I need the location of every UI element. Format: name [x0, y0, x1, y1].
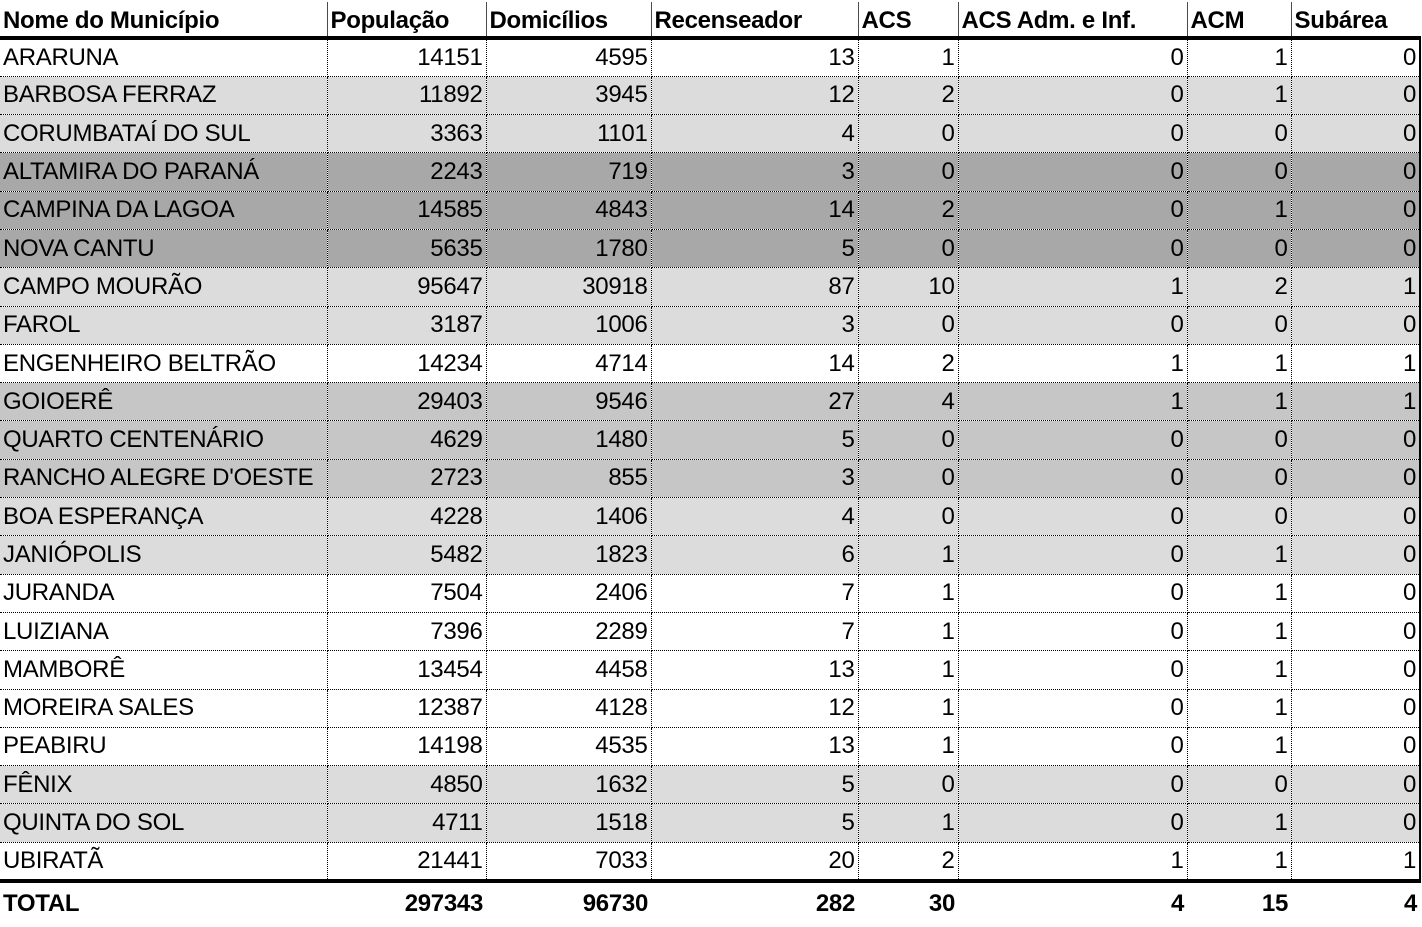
table-row: [0, 498, 1420, 536]
cell-municipio: ENGENHEIRO BELTRÃO: [0, 344, 327, 382]
cell-domicilios: 719: [486, 153, 651, 191]
cell-populacao: 5482: [327, 536, 486, 574]
cell-municipio: UBIRATÃ: [0, 842, 327, 880]
total-populacao: 297343: [327, 881, 486, 921]
cell-acs: 1: [858, 574, 958, 612]
cell-recenseador: 14: [651, 191, 858, 229]
cell-domicilios: 4714: [486, 344, 651, 382]
cell-acs: 0: [858, 498, 958, 536]
header-domicilios: Domicílios: [486, 2, 651, 38]
cell-recenseador: 7: [651, 574, 858, 612]
cell-recenseador: 12: [651, 76, 858, 114]
cell-recenseador: 12: [651, 689, 858, 727]
cell-populacao: 2243: [327, 153, 486, 191]
total-acs-adm-inf: 4: [958, 881, 1187, 921]
cell-acs-adm-inf: 1: [958, 268, 1187, 306]
cell-acs-adm-inf: 0: [958, 76, 1187, 114]
header-populacao: População: [327, 2, 486, 38]
cell-acm: 0: [1187, 153, 1291, 191]
cell-subarea: 0: [1291, 153, 1420, 191]
cell-subarea: 0: [1291, 727, 1420, 765]
cell-acs-adm-inf: 1: [958, 383, 1187, 421]
cell-recenseador: 7: [651, 612, 858, 650]
cell-subarea: 0: [1291, 574, 1420, 612]
cell-acm: 1: [1187, 383, 1291, 421]
table-row: [0, 574, 1420, 612]
cell-municipio: BARBOSA FERRAZ: [0, 76, 327, 114]
table-row: [0, 76, 1420, 114]
cell-acs: 0: [858, 229, 958, 267]
cell-recenseador: 13: [651, 727, 858, 765]
cell-populacao: 95647: [327, 268, 486, 306]
cell-domicilios: 1632: [486, 766, 651, 804]
cell-recenseador: 13: [651, 651, 858, 689]
cell-populacao: 4629: [327, 421, 486, 459]
table-row: [0, 115, 1420, 153]
cell-domicilios: 1823: [486, 536, 651, 574]
municipality-table: [0, 2, 1421, 921]
table-row: [0, 651, 1420, 689]
header-subarea: Subárea: [1291, 2, 1420, 38]
cell-subarea: 0: [1291, 76, 1420, 114]
cell-recenseador: 5: [651, 421, 858, 459]
cell-acm: 1: [1187, 612, 1291, 650]
cell-domicilios: 855: [486, 459, 651, 497]
cell-recenseador: 27: [651, 383, 858, 421]
cell-domicilios: 1518: [486, 804, 651, 842]
cell-acs: 0: [858, 306, 958, 344]
cell-populacao: 14151: [327, 38, 486, 76]
table-row: [0, 804, 1420, 842]
cell-acs-adm-inf: 0: [958, 804, 1187, 842]
total-acs: 30: [858, 881, 958, 921]
cell-recenseador: 13: [651, 38, 858, 76]
cell-acs: 1: [858, 804, 958, 842]
cell-populacao: 11892: [327, 76, 486, 114]
cell-acs: 0: [858, 459, 958, 497]
cell-populacao: 21441: [327, 842, 486, 880]
cell-subarea: 0: [1291, 689, 1420, 727]
header-acm: ACM: [1187, 2, 1291, 38]
cell-acm: 0: [1187, 421, 1291, 459]
cell-acm: 1: [1187, 344, 1291, 382]
table-row: [0, 459, 1420, 497]
cell-domicilios: 1101: [486, 115, 651, 153]
cell-subarea: 0: [1291, 421, 1420, 459]
total-label: TOTAL: [0, 881, 327, 921]
cell-acs-adm-inf: 0: [958, 727, 1187, 765]
cell-domicilios: 3945: [486, 76, 651, 114]
cell-municipio: GOIOERÊ: [0, 383, 327, 421]
cell-acs: 1: [858, 612, 958, 650]
cell-municipio: QUARTO CENTENÁRIO: [0, 421, 327, 459]
cell-municipio: RANCHO ALEGRE D'OESTE: [0, 459, 327, 497]
cell-recenseador: 4: [651, 115, 858, 153]
table-row: [0, 38, 1420, 76]
cell-subarea: 0: [1291, 651, 1420, 689]
cell-acm: 1: [1187, 76, 1291, 114]
cell-municipio: PEABIRU: [0, 727, 327, 765]
header-acs-adm-inf: ACS Adm. e Inf.: [958, 2, 1187, 38]
cell-subarea: 0: [1291, 536, 1420, 574]
cell-acs-adm-inf: 1: [958, 842, 1187, 880]
cell-acs: 4: [858, 383, 958, 421]
cell-acm: 0: [1187, 229, 1291, 267]
cell-domicilios: 1006: [486, 306, 651, 344]
cell-populacao: 7396: [327, 612, 486, 650]
cell-municipio: CAMPO MOURÃO: [0, 268, 327, 306]
cell-domicilios: 2406: [486, 574, 651, 612]
cell-subarea: 0: [1291, 766, 1420, 804]
table-row: [0, 191, 1420, 229]
cell-acs-adm-inf: 0: [958, 306, 1187, 344]
cell-subarea: 0: [1291, 229, 1420, 267]
table-row: [0, 268, 1420, 306]
header-row: [0, 2, 1420, 38]
cell-acs: 10: [858, 268, 958, 306]
table-row: [0, 383, 1420, 421]
cell-acm: 0: [1187, 459, 1291, 497]
cell-municipio: MOREIRA SALES: [0, 689, 327, 727]
cell-acs: 1: [858, 727, 958, 765]
cell-domicilios: 2289: [486, 612, 651, 650]
cell-acs: 1: [858, 689, 958, 727]
cell-acm: 1: [1187, 727, 1291, 765]
cell-acs-adm-inf: 0: [958, 498, 1187, 536]
cell-municipio: ARARUNA: [0, 38, 327, 76]
cell-acs-adm-inf: 0: [958, 536, 1187, 574]
cell-subarea: 1: [1291, 344, 1420, 382]
cell-populacao: 29403: [327, 383, 486, 421]
table-row: [0, 306, 1420, 344]
cell-recenseador: 20: [651, 842, 858, 880]
cell-domicilios: 4458: [486, 651, 651, 689]
table-row: [0, 229, 1420, 267]
cell-acm: 1: [1187, 38, 1291, 76]
cell-acm: 0: [1187, 306, 1291, 344]
cell-populacao: 4228: [327, 498, 486, 536]
header-acs: ACS: [858, 2, 958, 38]
cell-domicilios: 1406: [486, 498, 651, 536]
cell-domicilios: 9546: [486, 383, 651, 421]
cell-populacao: 3187: [327, 306, 486, 344]
table-row: [0, 153, 1420, 191]
table-row: [0, 689, 1420, 727]
table-row: [0, 344, 1420, 382]
cell-domicilios: 1780: [486, 229, 651, 267]
cell-populacao: 4711: [327, 804, 486, 842]
cell-municipio: JURANDA: [0, 574, 327, 612]
cell-populacao: 12387: [327, 689, 486, 727]
cell-subarea: 0: [1291, 306, 1420, 344]
cell-populacao: 14585: [327, 191, 486, 229]
cell-acm: 1: [1187, 651, 1291, 689]
cell-recenseador: 3: [651, 459, 858, 497]
cell-subarea: 0: [1291, 498, 1420, 536]
cell-acm: 1: [1187, 536, 1291, 574]
cell-populacao: 14234: [327, 344, 486, 382]
cell-acs: 0: [858, 766, 958, 804]
header-recenseador: Recenseador: [651, 2, 858, 38]
table-row: [0, 727, 1420, 765]
cell-municipio: FAROL: [0, 306, 327, 344]
cell-acs: 1: [858, 651, 958, 689]
table-row: [0, 421, 1420, 459]
cell-acm: 0: [1187, 115, 1291, 153]
cell-municipio: JANIÓPOLIS: [0, 536, 327, 574]
cell-subarea: 1: [1291, 383, 1420, 421]
cell-recenseador: 3: [651, 153, 858, 191]
cell-municipio: CORUMBATAÍ DO SUL: [0, 115, 327, 153]
cell-acs-adm-inf: 0: [958, 612, 1187, 650]
cell-acs: 1: [858, 38, 958, 76]
cell-acs-adm-inf: 0: [958, 38, 1187, 76]
cell-subarea: 0: [1291, 191, 1420, 229]
cell-recenseador: 3: [651, 306, 858, 344]
cell-acs-adm-inf: 0: [958, 766, 1187, 804]
header-municipio: Nome do Município: [0, 2, 327, 38]
cell-acm: 1: [1187, 842, 1291, 880]
cell-subarea: 0: [1291, 804, 1420, 842]
cell-populacao: 4850: [327, 766, 486, 804]
cell-subarea: 0: [1291, 612, 1420, 650]
cell-recenseador: 14: [651, 344, 858, 382]
cell-populacao: 3363: [327, 115, 486, 153]
cell-acm: 1: [1187, 804, 1291, 842]
total-subarea: 4: [1291, 881, 1420, 921]
cell-recenseador: 5: [651, 804, 858, 842]
cell-municipio: CAMPINA DA LAGOA: [0, 191, 327, 229]
cell-subarea: 0: [1291, 38, 1420, 76]
total-acm: 15: [1187, 881, 1291, 921]
cell-acs: 0: [858, 115, 958, 153]
cell-acs-adm-inf: 0: [958, 421, 1187, 459]
cell-subarea: 1: [1291, 842, 1420, 880]
cell-acs-adm-inf: 0: [958, 191, 1187, 229]
total-row: [0, 881, 1420, 921]
cell-municipio: MAMBORÊ: [0, 651, 327, 689]
cell-acs-adm-inf: 0: [958, 153, 1187, 191]
cell-acs-adm-inf: 0: [958, 689, 1187, 727]
cell-municipio: NOVA CANTU: [0, 229, 327, 267]
cell-subarea: 1: [1291, 268, 1420, 306]
cell-subarea: 0: [1291, 115, 1420, 153]
cell-acs: 2: [858, 191, 958, 229]
cell-acs-adm-inf: 0: [958, 115, 1187, 153]
cell-populacao: 2723: [327, 459, 486, 497]
table-row: [0, 842, 1420, 880]
cell-acs: 0: [858, 153, 958, 191]
cell-domicilios: 30918: [486, 268, 651, 306]
cell-acm: 0: [1187, 766, 1291, 804]
cell-recenseador: 4: [651, 498, 858, 536]
cell-subarea: 0: [1291, 459, 1420, 497]
cell-municipio: BOA ESPERANÇA: [0, 498, 327, 536]
cell-acs-adm-inf: 0: [958, 651, 1187, 689]
cell-acm: 1: [1187, 191, 1291, 229]
cell-acs: 1: [858, 536, 958, 574]
total-domicilios: 96730: [486, 881, 651, 921]
cell-acm: 1: [1187, 574, 1291, 612]
total-recenseador: 282: [651, 881, 858, 921]
cell-acs: 2: [858, 344, 958, 382]
cell-domicilios: 4128: [486, 689, 651, 727]
cell-recenseador: 5: [651, 766, 858, 804]
cell-municipio: QUINTA DO SOL: [0, 804, 327, 842]
cell-domicilios: 4535: [486, 727, 651, 765]
cell-populacao: 13454: [327, 651, 486, 689]
cell-recenseador: 87: [651, 268, 858, 306]
cell-acm: 1: [1187, 689, 1291, 727]
cell-domicilios: 7033: [486, 842, 651, 880]
cell-populacao: 7504: [327, 574, 486, 612]
cell-acm: 0: [1187, 498, 1291, 536]
cell-acs-adm-inf: 1: [958, 344, 1187, 382]
cell-municipio: FÊNIX: [0, 766, 327, 804]
table-row: [0, 766, 1420, 804]
cell-acs-adm-inf: 0: [958, 229, 1187, 267]
cell-recenseador: 6: [651, 536, 858, 574]
cell-acs: 2: [858, 842, 958, 880]
cell-domicilios: 1480: [486, 421, 651, 459]
cell-domicilios: 4843: [486, 191, 651, 229]
table-row: [0, 612, 1420, 650]
cell-recenseador: 5: [651, 229, 858, 267]
cell-municipio: LUIZIANA: [0, 612, 327, 650]
cell-populacao: 14198: [327, 727, 486, 765]
table-row: [0, 536, 1420, 574]
cell-acs-adm-inf: 0: [958, 459, 1187, 497]
cell-municipio: ALTAMIRA DO PARANÁ: [0, 153, 327, 191]
cell-acs: 0: [858, 421, 958, 459]
cell-acs: 2: [858, 76, 958, 114]
cell-acm: 2: [1187, 268, 1291, 306]
cell-acs-adm-inf: 0: [958, 574, 1187, 612]
cell-populacao: 5635: [327, 229, 486, 267]
cell-domicilios: 4595: [486, 38, 651, 76]
